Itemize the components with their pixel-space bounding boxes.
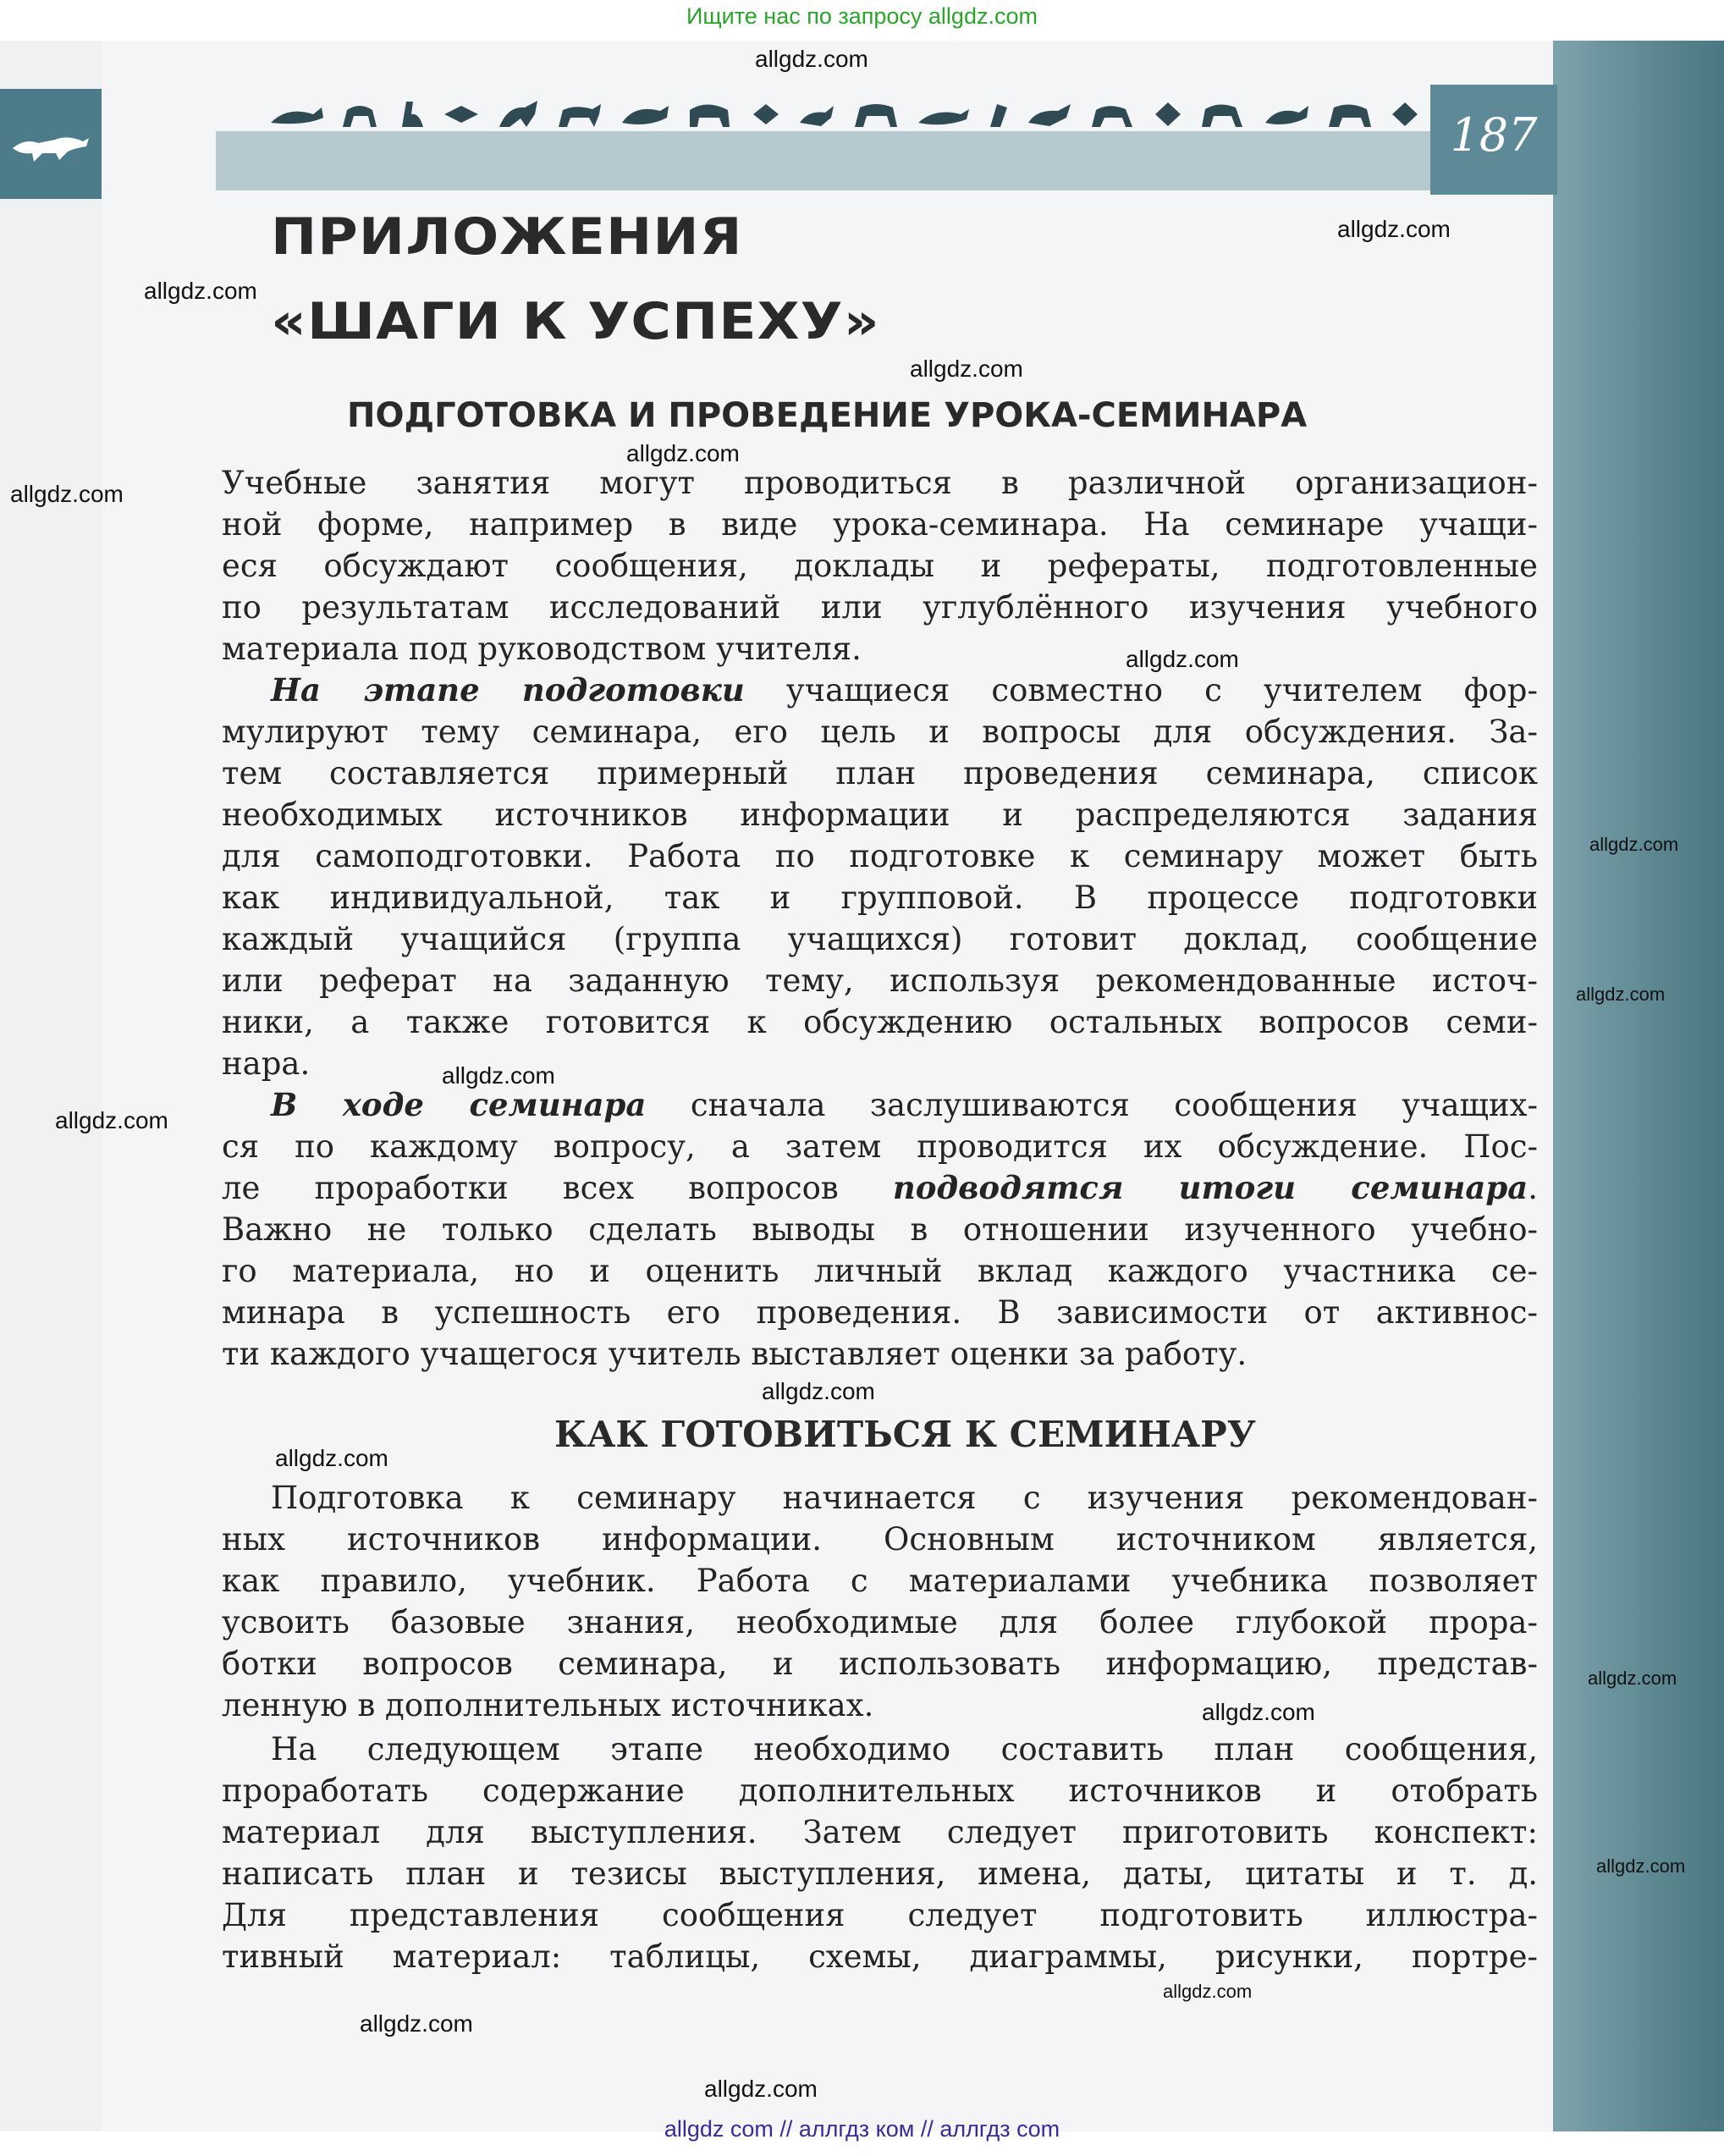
text-span: .	[1528, 1170, 1538, 1206]
text-line: нара.	[222, 1045, 311, 1082]
text-span: учащиеся совместно с учителем фор-	[744, 672, 1538, 709]
watermark: allgdz.com	[144, 278, 257, 304]
watermark: allgdz.com	[1596, 1855, 1686, 1877]
watermark: allgdz.com	[1589, 834, 1679, 855]
text-line: Для представления сообщения следует подготовить иллюстра-	[222, 1897, 1538, 1933]
text-line: ных источников информации. Основным источником является,	[222, 1521, 1538, 1558]
appendix-subtitle: «ШАГИ К УСПЕХУ»	[271, 292, 880, 351]
text-line: Учебные занятия могут проводиться в различной организацион-	[222, 465, 1538, 501]
top-banner: Ищите нас по запросу allgdz.com	[686, 3, 1038, 29]
left-page-edge	[0, 41, 102, 2131]
watermark: allgdz.com	[10, 481, 124, 507]
watermark: allgdz.com	[1163, 1981, 1253, 2002]
watermark: allgdz.com	[762, 1378, 875, 1404]
section-heading-seminar: ПОДГОТОВКА И ПРОВЕДЕНИЕ УРОКА-СЕМИНАРА	[347, 396, 1308, 435]
text-line: материал для выступления. Затем следует приготовить конспект:	[222, 1814, 1538, 1850]
text-line: минара в успешность его проведения. В зависимости от активнос-	[222, 1294, 1538, 1331]
header-band	[216, 131, 1435, 190]
left-tab	[0, 89, 102, 199]
text-line: мулируют тему семинара, его цель и вопросы для обсуждения. За-	[222, 714, 1538, 750]
text-line	[222, 1084, 1538, 1126]
animal-frieze-icon	[262, 89, 1439, 140]
watermark: allgdz.com	[55, 1107, 168, 1133]
text-line: материала под руководством учителя.	[222, 631, 862, 667]
text-line: ся по каждому вопросу, а затем проводится их обсуждение. Пос-	[222, 1128, 1538, 1165]
text-line: тем составляется примерный план проведения семинара, список	[222, 755, 1538, 791]
right-page-edge	[1553, 41, 1724, 2131]
text-line: по результатам исследований или углублённого изучения учебного	[222, 589, 1538, 626]
watermark: allgdz.com	[1576, 984, 1666, 1005]
emphasis-text: В ходе семинара	[271, 1086, 647, 1123]
animal-silhouette-icon	[8, 123, 93, 165]
text-line: ной форме, например в виде урока-семинара. На семинаре учащи-	[222, 506, 1538, 543]
watermark: allgdz.com	[910, 356, 1023, 382]
text-span: сначала заслушиваются сообщения учащих-	[646, 1087, 1538, 1123]
text-line: как правило, учебник. Работа с материалами учебника позволяет	[222, 1563, 1538, 1599]
text-line: написать план и тезисы выступления, имена, даты, цитаты и т. д.	[222, 1855, 1538, 1892]
page-number: 187	[1450, 108, 1538, 162]
emphasis-text: На этапе подготовки	[271, 671, 745, 709]
watermark: allgdz.com	[704, 2076, 818, 2102]
text-line: усвоить базовые знания, необходимые для более глубокой прора-	[222, 1604, 1538, 1640]
text-line: проработать содержание дополнительных источников и отобрать	[222, 1773, 1538, 1809]
watermark: allgdz.com	[1126, 646, 1239, 672]
text-line: для самоподготовки. Работа по подготовке к семинару может быть	[222, 838, 1538, 874]
text-line: го материала, но и оценить личный вклад каждого участника се-	[222, 1253, 1538, 1289]
text-line: еся обсуждают сообщения, доклады и рефераты, подготовленные	[222, 548, 1538, 584]
watermark: allgdz.com	[275, 1445, 388, 1471]
watermark: allgdz.com	[360, 2010, 473, 2037]
text-line: ботки вопросов семинара, и использовать информацию, представ-	[222, 1646, 1538, 1682]
text-line	[222, 670, 1538, 711]
text-line: или реферат на заданную тему, используя рекомендованные источ-	[222, 962, 1538, 999]
watermark: allgdz.com	[755, 46, 868, 72]
text-line: ники, а также готовится к обсуждению остальных вопросов семи-	[222, 1004, 1538, 1040]
text-line: Важно не только сделать выводы в отношении изученного учебно-	[222, 1211, 1538, 1248]
appendix-title: ПРИЛОЖЕНИЯ	[271, 207, 743, 267]
watermark: allgdz.com	[1202, 1699, 1315, 1725]
text-line: тивный материал: таблицы, схемы, диаграммы, рисунки, портре-	[222, 1938, 1538, 1975]
watermark: allgdz.com	[1588, 1668, 1677, 1689]
text-line: ти каждого учащегося учитель выставляет оценки за работу.	[222, 1336, 1248, 1372]
watermark: allgdz.com	[442, 1062, 555, 1089]
text-line: как индивидуальной, так и групповой. В процессе подготовки	[222, 879, 1538, 916]
watermark: allgdz.com	[626, 440, 740, 466]
text-line	[222, 1167, 1538, 1209]
text-line: ленную в дополнительных источниках.	[222, 1687, 874, 1723]
text-line: На следующем этапе необходимо составить план сообщения,	[271, 1731, 1538, 1767]
bottom-banner: allgdz com // аллгдз ком // аллгдз com	[664, 2116, 1060, 2142]
section-heading-prepare: КАК ГОТОВИТЬСЯ К СЕМИНАРУ	[554, 1414, 1256, 1455]
text-line: необходимых источников информации и распределяются задания	[222, 797, 1538, 833]
text-line: Подготовка к семинару начинается с изучения рекомендован-	[271, 1480, 1538, 1516]
emphasis-text: подводятся итоги семинара	[892, 1169, 1528, 1206]
watermark: allgdz.com	[1337, 216, 1451, 242]
text-span: ле проработки всех вопросов	[222, 1170, 893, 1206]
text-line: каждый учащийся (группа учащихся) готовит доклад, сообщение	[222, 921, 1538, 957]
